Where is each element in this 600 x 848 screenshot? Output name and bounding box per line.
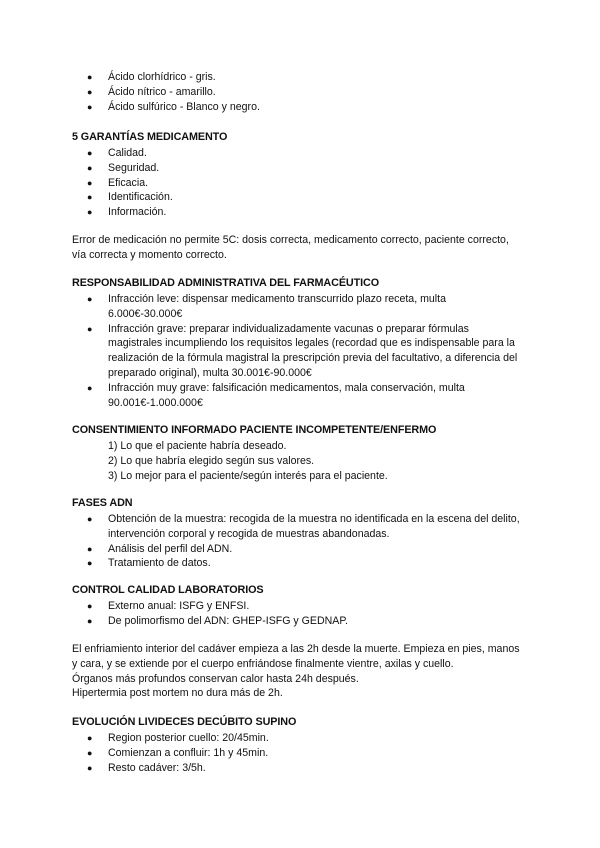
bullet-icon: ● [87, 733, 93, 743]
bullet-icon: ● [87, 207, 93, 218]
list-item: ● Infracción grave: preparar individualizadamente vacunas o preparar fórmulas magistrales incumpliendo los requisitos legales (recordad que es indispensable para la realización de la fórmula magistral la prescripción previa del facultativo, a diferencia del preparado original), multa 30.001€-90.000€ [87, 322, 518, 379]
control-calidad-list [72, 599, 522, 629]
intro-acid-list-block [72, 70, 522, 114]
consentimiento-section [72, 423, 522, 483]
list-item: ● Análisis del perfil del ADN. [87, 542, 233, 555]
error-medicacion-paragraph: Error de medicación no permite 5C: dosis correcta, medicamento correcto, paciente correcto, vía correcta y momento correcto. [72, 234, 509, 261]
list-item: ● Ácido clorhídrico - gris. [87, 71, 216, 83]
bullet-icon: ● [87, 294, 93, 304]
list-item: 3) Lo mejor para el paciente/según interés para el paciente. [108, 469, 388, 482]
list-item: ● Comienzan a confluir: 1h y 45min. [87, 746, 269, 759]
section-heading: 5 GARANTÍAS MEDICAMENTO [72, 131, 228, 143]
list-item: ● Ácido nítrico - amarillo. [87, 85, 216, 98]
list-item: ● De polimorfismo del ADN: GHEP-ISFG y GEDNAP. [87, 614, 348, 627]
bullet-icon: ● [87, 747, 93, 758]
livideces-section [72, 715, 522, 775]
bullet-icon: ● [87, 543, 93, 554]
consentimiento-list [72, 439, 522, 483]
bullet-icon: ● [87, 192, 93, 203]
fases-adn-list [72, 512, 522, 571]
list-item: ● Identificación. [87, 191, 173, 204]
section-heading: CONTROL CALIDAD LABORATORIOS [72, 584, 264, 596]
bullet-icon: ● [87, 162, 93, 173]
list-item: ● Calidad. [87, 147, 147, 159]
bullet-icon: ● [87, 514, 93, 524]
responsabilidad-list [72, 292, 522, 410]
list-item: ● Seguridad. [87, 161, 160, 174]
responsabilidad-section [72, 276, 522, 410]
list-item: 1) Lo que el paciente habría deseado. [108, 440, 287, 452]
garantias-list [72, 146, 522, 220]
list-item: 2) Lo que habría elegido según sus valores. [108, 454, 315, 467]
bullet-icon: ● [87, 615, 93, 626]
bullet-icon: ● [87, 382, 93, 393]
list-item: ● Información. [87, 206, 167, 219]
control-calidad-section [72, 583, 522, 629]
list-item: ● Obtención de la muestra: recogida de la muestra no identificada en la escena del delito, intervención corporal y recogida de muestras abandonadas. [87, 513, 520, 540]
bullet-icon: ● [87, 558, 93, 569]
list-item: ● Infracción muy grave: falsificación medicamentos, mala conservación, multa 90.001€-1.000.000€ [87, 381, 465, 409]
section-heading: FASES ADN [72, 497, 133, 509]
bullet-icon: ● [87, 101, 93, 112]
fases-adn-section [72, 496, 522, 571]
bullet-icon: ● [87, 148, 93, 158]
list-item: ● Externo anual: ISFG y ENFSI. [87, 600, 250, 612]
list-item: ● Infracción leve: dispensar medicamento transcurrido plazo receta, multa 6.000€-30.000€ [87, 293, 446, 320]
list-item: ● Eficacia. [87, 176, 149, 189]
bullet-icon: ● [87, 323, 93, 334]
livideces-list [72, 731, 522, 775]
bullet-icon: ● [87, 86, 93, 97]
garantias-section [72, 130, 522, 220]
section-heading: CONSENTIMIENTO INFORMADO PACIENTE INCOMPETENTE/ENFERMO [72, 424, 437, 436]
bullet-icon: ● [87, 601, 93, 611]
bullet-icon: ● [87, 177, 93, 188]
section-heading: RESPONSABILIDAD ADMINISTRATIVA DEL FARMACÉUTICO [72, 277, 380, 289]
bullet-icon: ● [87, 72, 93, 82]
list-item: ● Region posterior cuello: 20/45min. [87, 732, 269, 744]
enfriamiento-paragraph: El enfriamiento interior del cadáver empieza a las 2h desde la muerte. Empieza en pies, manos y cara, y se extiende por el cuerpo enfriándose finalmente vientre, axilas y cuello. Órganos más profundos conservan calor hasta 24h después. Hipertermia post mortem no dura más de 2h. [72, 643, 520, 700]
section-heading: EVOLUCIÓN LIVIDECES DECÚBITO SUPINO [72, 716, 297, 728]
acid-color-list [72, 70, 522, 114]
list-item: ● Ácido sulfúrico - Blanco y negro. [87, 100, 260, 113]
bullet-icon: ● [87, 762, 93, 773]
list-item: ● Resto cadáver: 3/5h. [87, 761, 206, 774]
list-item: ● Tratamiento de datos. [87, 557, 211, 570]
